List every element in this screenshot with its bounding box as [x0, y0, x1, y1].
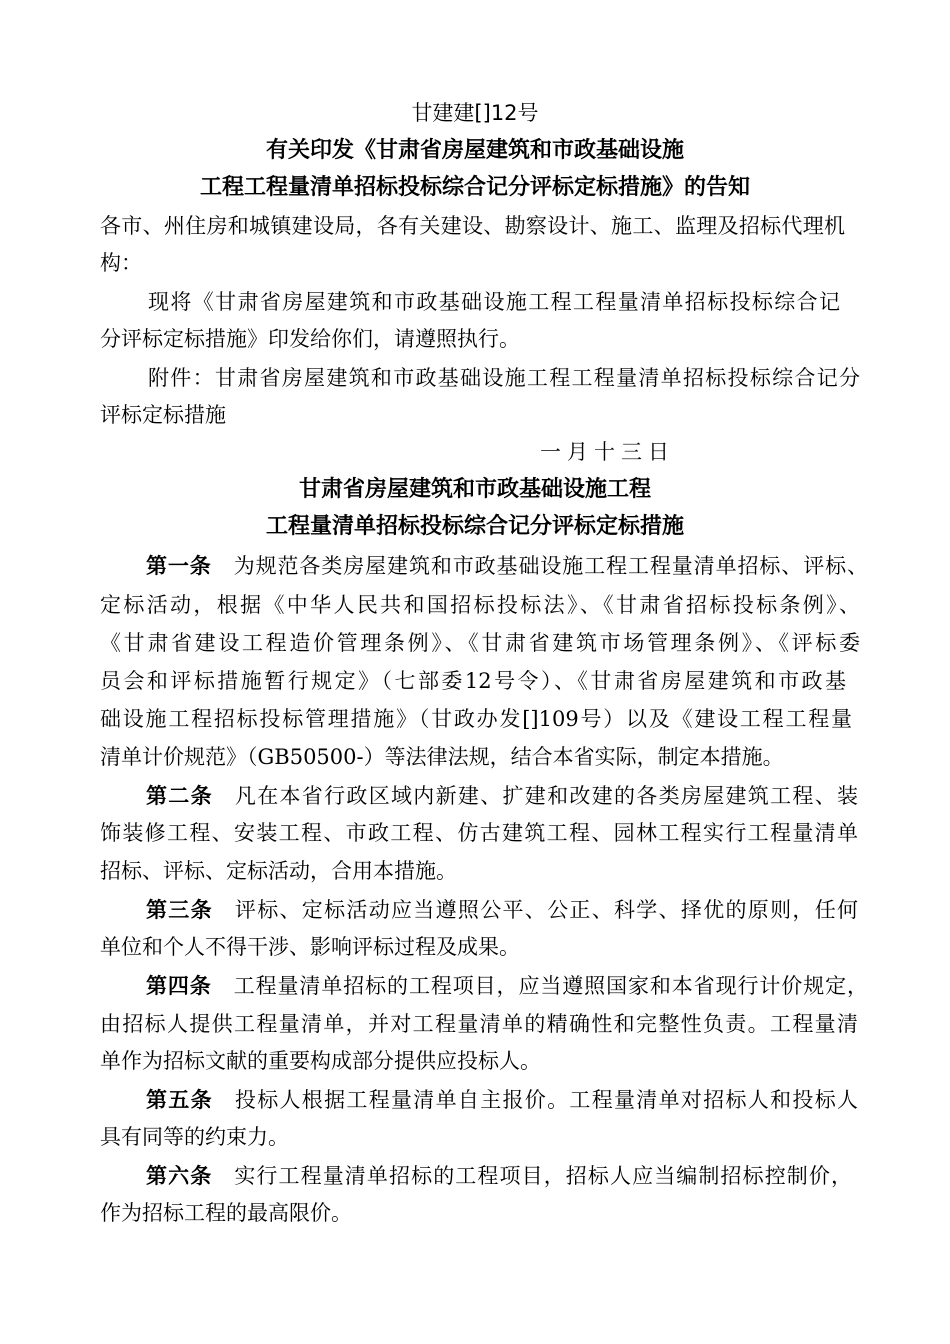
attachment-line-1: 附件：甘肃省房屋建筑和市政基础设施工程工程量清单招标投标综合记分 [148, 366, 860, 390]
notice-date: 一月十三日 [540, 440, 675, 464]
article-1-label: 第一条 [146, 554, 212, 578]
measures-title-line-1: 甘肃省房屋建筑和市政基础设施工程 [298, 477, 651, 502]
notice-body-line-2: 分评标定标措施》印发给你们，请遵照执行。 [100, 327, 520, 351]
article-1-line-1: 第一条 为规范各类房屋建筑和市政基础设施工程工程量清单招标、评标、 [146, 554, 869, 578]
article-4-label: 第四条 [146, 974, 212, 998]
article-2-line-1: 第二条 凡在本省行政区域内新建、扩建和改建的各类房屋建筑工程、装 [146, 784, 859, 808]
article-4-line-1: 第四条 工程量清单招标的工程项目，应当遵照国家和本省现行计价规定， [146, 974, 869, 998]
article-3-label: 第三条 [146, 898, 213, 922]
article-1-line-4: 员会和评标措施暂行规定》（七部委12号令）、《甘肃省房屋建筑和市政基 [100, 669, 846, 693]
article-2-label: 第二条 [146, 784, 213, 808]
article-1-line-3: 《甘肃省建设工程造价管理条例》、《甘肃省建筑市场管理条例》、《评标委 [100, 631, 860, 655]
attachment-line-2: 评标定标措施 [100, 403, 226, 427]
addressee-line-1: 各市、州住房和城镇建设局，各有关建设、勘察设计、施工、监理及招标代理机 [100, 214, 845, 238]
article-3-line-1: 第三条 评标、定标活动应当遵照公平、公正、科学、择优的原则，任何 [146, 898, 859, 922]
notice-title-line-1: 有关印发《甘肃省房屋建筑和市政基础设施 [265, 138, 684, 163]
article-6-label: 第六条 [146, 1164, 213, 1188]
notice-body-line-1: 现将《甘肃省房屋建筑和市政基础设施工程工程量清单招标投标综合记 [148, 290, 840, 314]
notice-title-line-2: 工程工程量清单招标投标综合记分评标定标措施》的告知 [199, 175, 750, 200]
article-1-line-5: 础设施工程招标投标管理措施》（甘政办发[]109号）以及《建设工程工程量 [100, 707, 852, 731]
article-5-line-2: 具有同等的约束力。 [100, 1125, 289, 1149]
article-5-label: 第五条 [146, 1088, 213, 1112]
article-1-line-2: 定标活动，根据《中华人民共和国招标投标法》、《甘肃省招标投标条例》、 [100, 593, 860, 617]
article-4-line-2: 由招标人提供工程量清单，并对工程量清单的精确性和完整性负责。工程量清 [100, 1012, 858, 1036]
article-6-line-2: 作为招标工程的最高限价。 [100, 1201, 352, 1225]
addressee-line-2: 构： [100, 251, 142, 275]
article-4-line-3: 单作为招标文献的重要构成部分提供应投标人。 [100, 1049, 541, 1073]
measures-title-line-2: 工程量清单招标投标综合记分评标定标措施 [265, 514, 684, 539]
document-number: 甘建建[]12号 [411, 101, 539, 125]
article-6-line-1: 第六条 实行工程量清单招标的工程项目，招标人应当编制招标控制价， [146, 1164, 853, 1188]
article-3-line-2: 单位和个人不得干涉、影响评标过程及成果。 [100, 935, 520, 959]
article-1-line-6: 清单计价规范》（GB50500-）等法律法规，结合本省实际，制定本措施。 [100, 745, 784, 769]
article-5-line-1: 第五条 投标人根据工程量清单自主报价。工程量清单对招标人和投标人 [146, 1088, 859, 1112]
article-2-line-2: 饰装修工程、安装工程、市政工程、仿古建筑工程、园林工程实行工程量清单 [100, 821, 858, 845]
article-2-line-3: 招标、评标、定标活动，合用本措施。 [100, 859, 457, 883]
